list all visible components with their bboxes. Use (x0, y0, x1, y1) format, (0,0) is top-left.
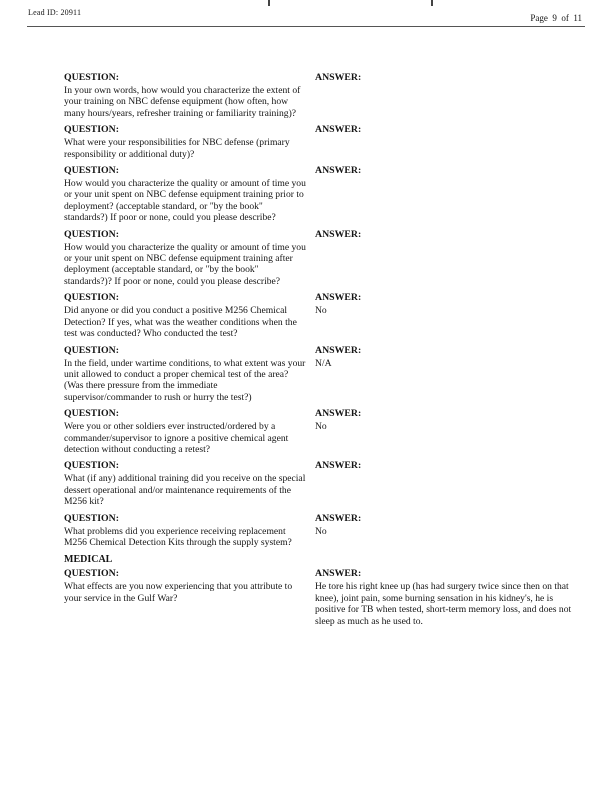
qa-block (64, 513, 584, 549)
qa-block (64, 72, 584, 119)
answer-text: N/A (315, 357, 332, 369)
answer-text: No (315, 305, 327, 317)
question-label: QUESTION: (64, 512, 119, 524)
qa-content (64, 72, 584, 632)
question-label: QUESTION: (64, 408, 119, 420)
question-label: QUESTION: (64, 72, 119, 83)
qa-block (64, 124, 584, 160)
question-label: QUESTION: (64, 292, 119, 304)
answer-label: ANSWER: (315, 292, 362, 304)
question-text: How would you characterize the quality or amount of time you or your unit spent on NBC defense equipment training prior to deployment? (acceptable standard, or "by the book" standards?) If poor or none, could you please describe? (64, 178, 306, 224)
answer-label: ANSWER: (315, 124, 362, 136)
answer-label: ANSWER: (315, 344, 362, 356)
answer-label: ANSWER: (315, 72, 362, 83)
question-text: What (if any) additional training did you receive on the special dessert operational and/or maintenance requirements of the M256 kit? (64, 473, 306, 508)
answer-label: ANSWER: (315, 512, 362, 524)
scan-artifact-mark (431, 0, 433, 6)
question-label: QUESTION: (64, 228, 119, 240)
qa-block (64, 568, 584, 627)
question-label: QUESTION: (64, 568, 119, 580)
question-label: QUESTION: (64, 165, 119, 177)
qa-block (64, 165, 584, 224)
answer-text: No (315, 525, 327, 537)
medical-section-heading: MEDICAL (64, 554, 113, 566)
qa-block (64, 292, 584, 339)
question-text: How would you characterize the quality or amount of time you or your unit spent on NBC defense equipment training after deployment (acceptable standard, or "by the book" standards?)? If poor or none, could you please describe? (64, 241, 306, 287)
qa-block (64, 408, 584, 455)
answer-text: He tore his right knee up (has had surgery twice since then on that knee), joint pain, some burning sensation in his kidney's, he is positive for TB when tested, short-term memory loss, and does not sleep as much as he used to. (315, 581, 572, 627)
question-text: What problems did you experience receiving replacement M256 Chemical Detection Kits through the supply system? (64, 525, 292, 548)
lead-id-label: Lead ID: 20911 (28, 8, 82, 17)
question-text: What were your responsibilities for NBC defense (primary responsibility or additional duty)? (64, 137, 290, 160)
question-text: In the field, under wartime conditions, to what extent was your unit allowed to conduct a proper chemical test of the area? (Was there pressure from the immediate supervisor/commander to rush or hurry the test?) (64, 357, 306, 403)
page-number-label: Page 9 of 11 (530, 13, 582, 23)
answer-label: ANSWER: (315, 460, 362, 472)
qa-block (64, 229, 584, 288)
answer-label: ANSWER: (315, 568, 362, 580)
answer-label: ANSWER: (315, 165, 362, 177)
question-text: Did anyone or did you conduct a positive M256 Chemical Detection? If yes, what was the weather conditions when the test was conducted? Who conducted the test? (64, 305, 297, 340)
question-text: Were you or other soldiers ever instructed/ordered by a commander/supervisor to ignore a positive chemical agent detection without conducting a retest? (64, 421, 289, 455)
question-label: QUESTION: (64, 460, 119, 472)
question-label: QUESTION: (64, 124, 119, 136)
header-rule (27, 26, 585, 27)
question-text: In your own words, how would you characterize the extent of your training on NBC defense equipment (how often, how many hours/years, refresher training or familiarity training)? (64, 85, 301, 119)
question-label: QUESTION: (64, 344, 119, 356)
qa-block (64, 345, 584, 404)
qa-block (64, 460, 584, 507)
answer-label: ANSWER: (315, 408, 362, 420)
scan-artifact-mark (268, 0, 270, 6)
answer-label: ANSWER: (315, 228, 362, 240)
answer-text: No (315, 421, 327, 433)
question-text: What effects are you now experiencing that you attribute to your service in the Gulf War? (64, 581, 293, 604)
